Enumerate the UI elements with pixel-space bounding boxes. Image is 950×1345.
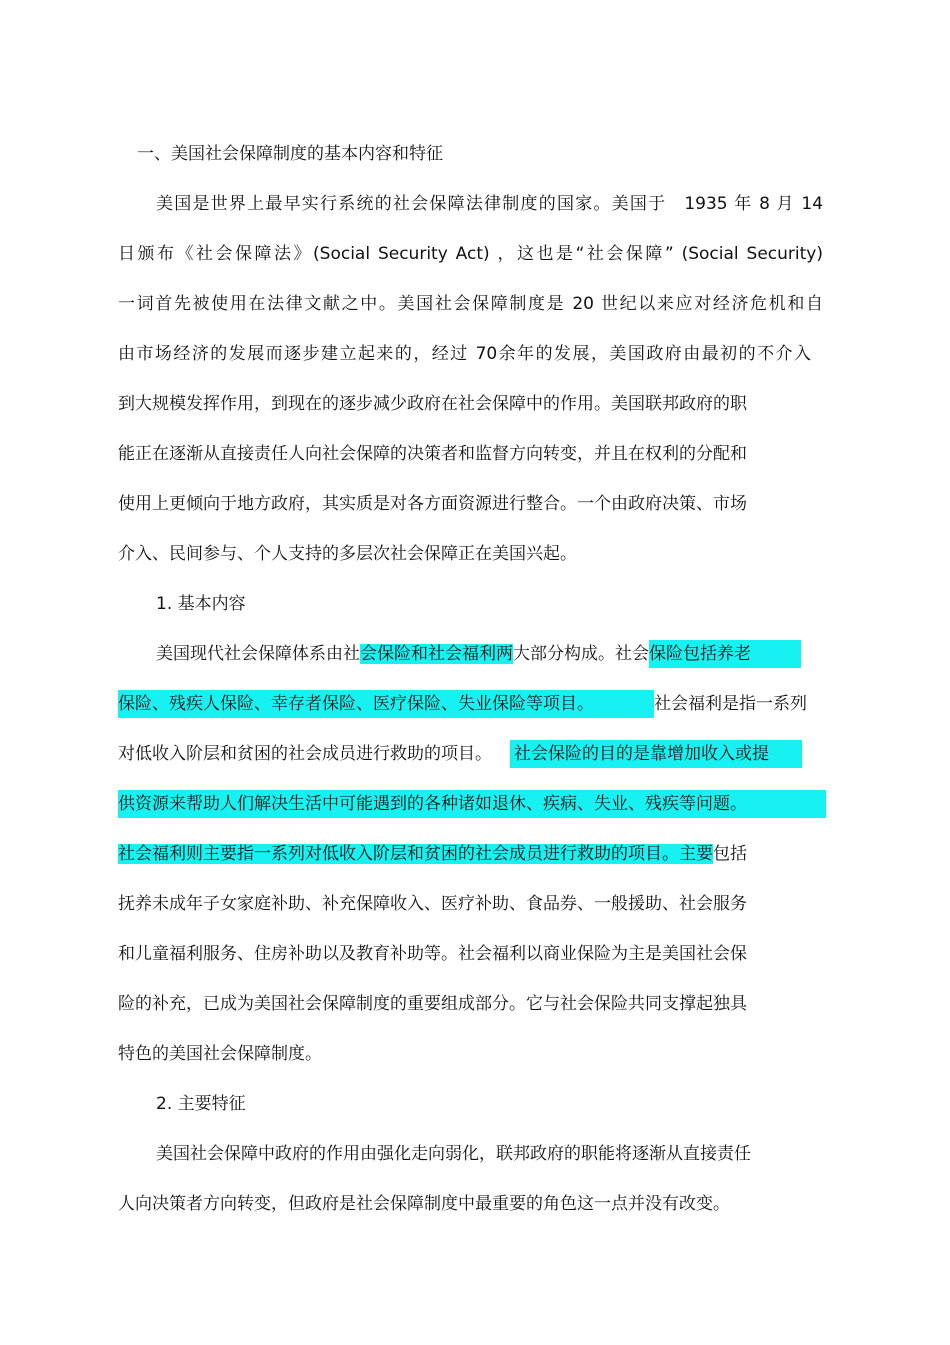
- text-run: 对低收入阶层和贫困的社会成员进行救助的项目。: [118, 744, 492, 764]
- paragraph-line: [118, 340, 811, 368]
- paragraph-line: [156, 190, 823, 218]
- paragraph-line: 到大规模发挥作用，到现在的逐步减少政府在社会保障中的作用。美国联邦政府的职: [118, 394, 747, 414]
- text-run: 一词首先被使用在法律文献之中。美国社会保障制度是: [118, 294, 566, 314]
- paragraph-line: [118, 790, 826, 818]
- paragraph-line: [118, 290, 823, 318]
- paragraph-line: 使用上更倾向于地方政府，其实质是对各方面资源进行整合。一个由政府决策、市场: [118, 494, 747, 514]
- text-run: 大部分构成。社会: [513, 644, 649, 664]
- text-run: (Social Security): [681, 244, 823, 264]
- paragraph-line: 特色的美国社会保障制度。: [118, 1044, 322, 1064]
- highlighted-text: 会保险和社会福利两: [360, 644, 513, 664]
- paragraph-line: [118, 840, 747, 868]
- paragraph-line: [118, 740, 802, 768]
- text-run: 日颁布《社会保障法》(Social Security Act) ，这也是“社会保障”: [118, 244, 674, 264]
- section-heading: 一、美国社会保障制度的基本内容和特征: [137, 144, 443, 164]
- paragraph-line: 介入、民间参与、个人支持的多层次社会保障正在美国兴起。: [118, 544, 577, 564]
- highlighted-text: 供资源来帮助人们解决生活中可能遇到的各种诸如退休、疾病、失业、残疾等问题。: [118, 790, 826, 818]
- text-run: 美国现代社会保障体系由社: [156, 644, 360, 664]
- text-run: 由市场经济的发展而逐步建立起来的，经过: [118, 344, 469, 364]
- highlighted-text: 社会福利则主要指一系列对低收入阶层和贫困的社会成员进行救助的项目。主要: [118, 844, 713, 864]
- paragraph-line: [156, 640, 826, 668]
- paragraph-line: 能正在逐渐从直接责任人向社会保障的决策者和监督方向转变，并且在权利的分配和: [118, 444, 747, 464]
- paragraph-line: 人向决策者方向转变，但政府是社会保障制度中最重要的角色这一点并没有改变。: [118, 1194, 730, 1214]
- text-run: 20 世纪以来应对经济危机和自: [572, 294, 824, 314]
- highlighted-text: 保险包括养老: [649, 640, 801, 668]
- text-run: 70余年的发展，美国政府由最初的不介入: [475, 344, 812, 364]
- text-run: 1935 年 8 月 14: [684, 194, 824, 214]
- highlighted-text: 保险、残疾人保险、幸存者保险、医疗保险、失业保险等项目。: [118, 690, 654, 718]
- section-title: 2. 主要特征: [156, 1094, 246, 1114]
- paragraph-line: [118, 240, 823, 268]
- text-run: 包括: [713, 844, 747, 864]
- paragraph-line: 和儿童福利服务、住房补助以及教育补助等。社会福利以商业保险为主是美国社会保: [118, 944, 747, 964]
- paragraph-line: [118, 690, 807, 718]
- text-run: 社会福利是指一系列: [654, 694, 807, 714]
- paragraph-line: 险的补充，已成为美国社会保障制度的重要组成部分。它与社会保险共同支撑起独具: [118, 994, 747, 1014]
- highlighted-text: 社会保险的目的是靠增加收入或提: [510, 740, 802, 768]
- text-run: 美国是世界上最早实行系统的社会保障法律制度的国家。美国于: [156, 194, 667, 214]
- section-title: 1. 基本内容: [156, 594, 246, 614]
- paragraph-line: 美国社会保障中政府的作用由强化走向弱化，联邦政府的职能将逐渐从直接责任: [156, 1144, 751, 1164]
- paragraph-line: 抚养未成年子女家庭补助、补充保障收入、医疗补助、食品券、一般援助、社会服务: [118, 894, 747, 914]
